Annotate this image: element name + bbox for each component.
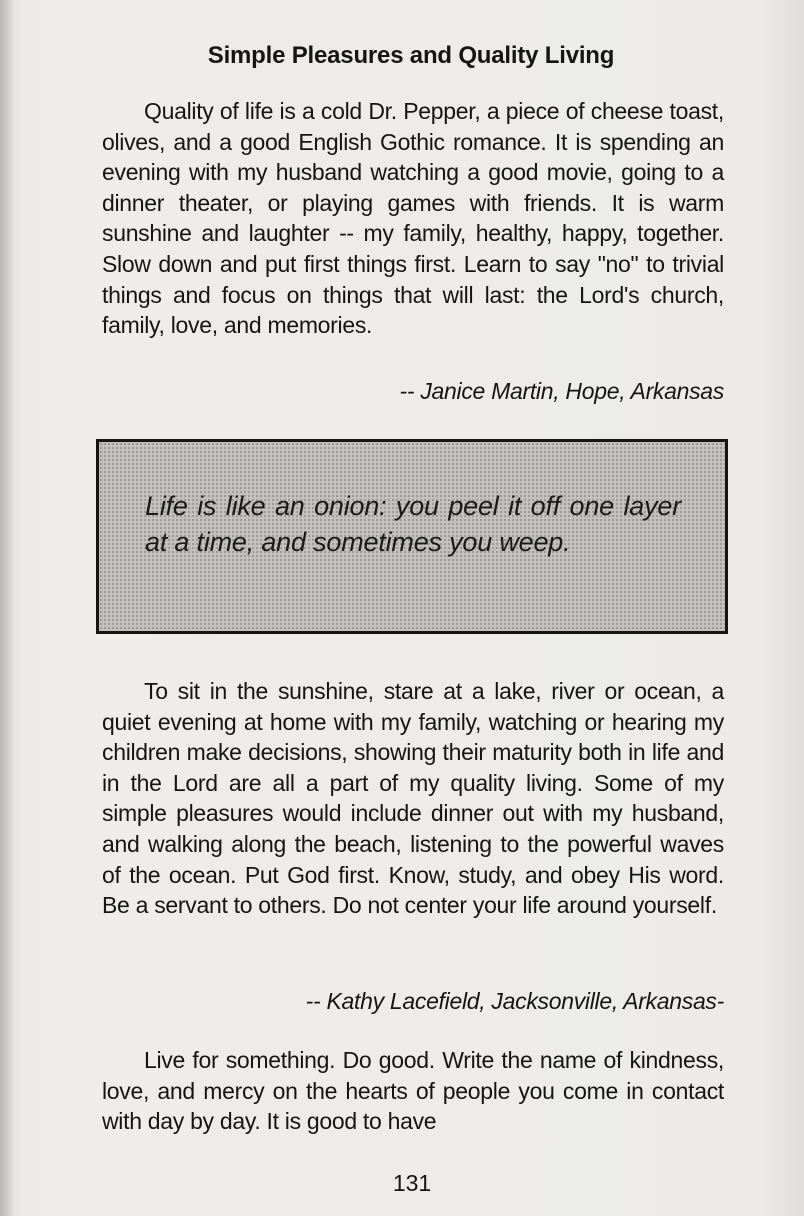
quote-text: Life is like an onion: you peel it off one layer at a time, and sometimes you weep.: [145, 491, 681, 557]
quote-box: [96, 439, 728, 634]
page-number: 131: [392, 1170, 432, 1196]
paragraph-janice-martin: Quality of life is a cold Dr. Pepper, a piece of cheese toast, olives, and a good English Gothic romance. It is spending an evening with my husband watching a good movie, going to a dinner theater, or playing games with friends. It is warm sunshine and laughter -- my family, healthy, happy, together. Slow down and put first things first. Learn to say "no" to trivial things and focus on things that will last: the Lord's church, family, love, and memories.: [102, 98, 724, 339]
spine-shadow: [0, 0, 14, 1216]
paragraph-kathy-lacefield: To sit in the sunshine, stare at a lake, river or ocean, a quiet evening at home with my family, watching or hearing my children make decisions, showing their maturity both in life and in the Lord are all a part of my quality living. Some of my simple pleasures would include dinner out with my husband, and walking along the beach, listening to the powerful waves of the ocean. Put God first. Know, study, and obey His word. Be a servant to others. Do not center your life around yourself.: [102, 678, 724, 919]
attribution-kathy-lacefield: -- Kathy Lacefield, Jacksonville, Arkansas-: [305, 988, 724, 1014]
page-title: Simple Pleasures and Quality Living: [207, 42, 615, 69]
attribution-janice-martin: -- Janice Martin, Hope, Arkansas: [399, 378, 724, 404]
paragraph-live-for-something: Live for something. Do good. Write the name of kindness, love, and mercy on the hearts of people you come in contact with day by day. It is good to have: [102, 1047, 724, 1135]
